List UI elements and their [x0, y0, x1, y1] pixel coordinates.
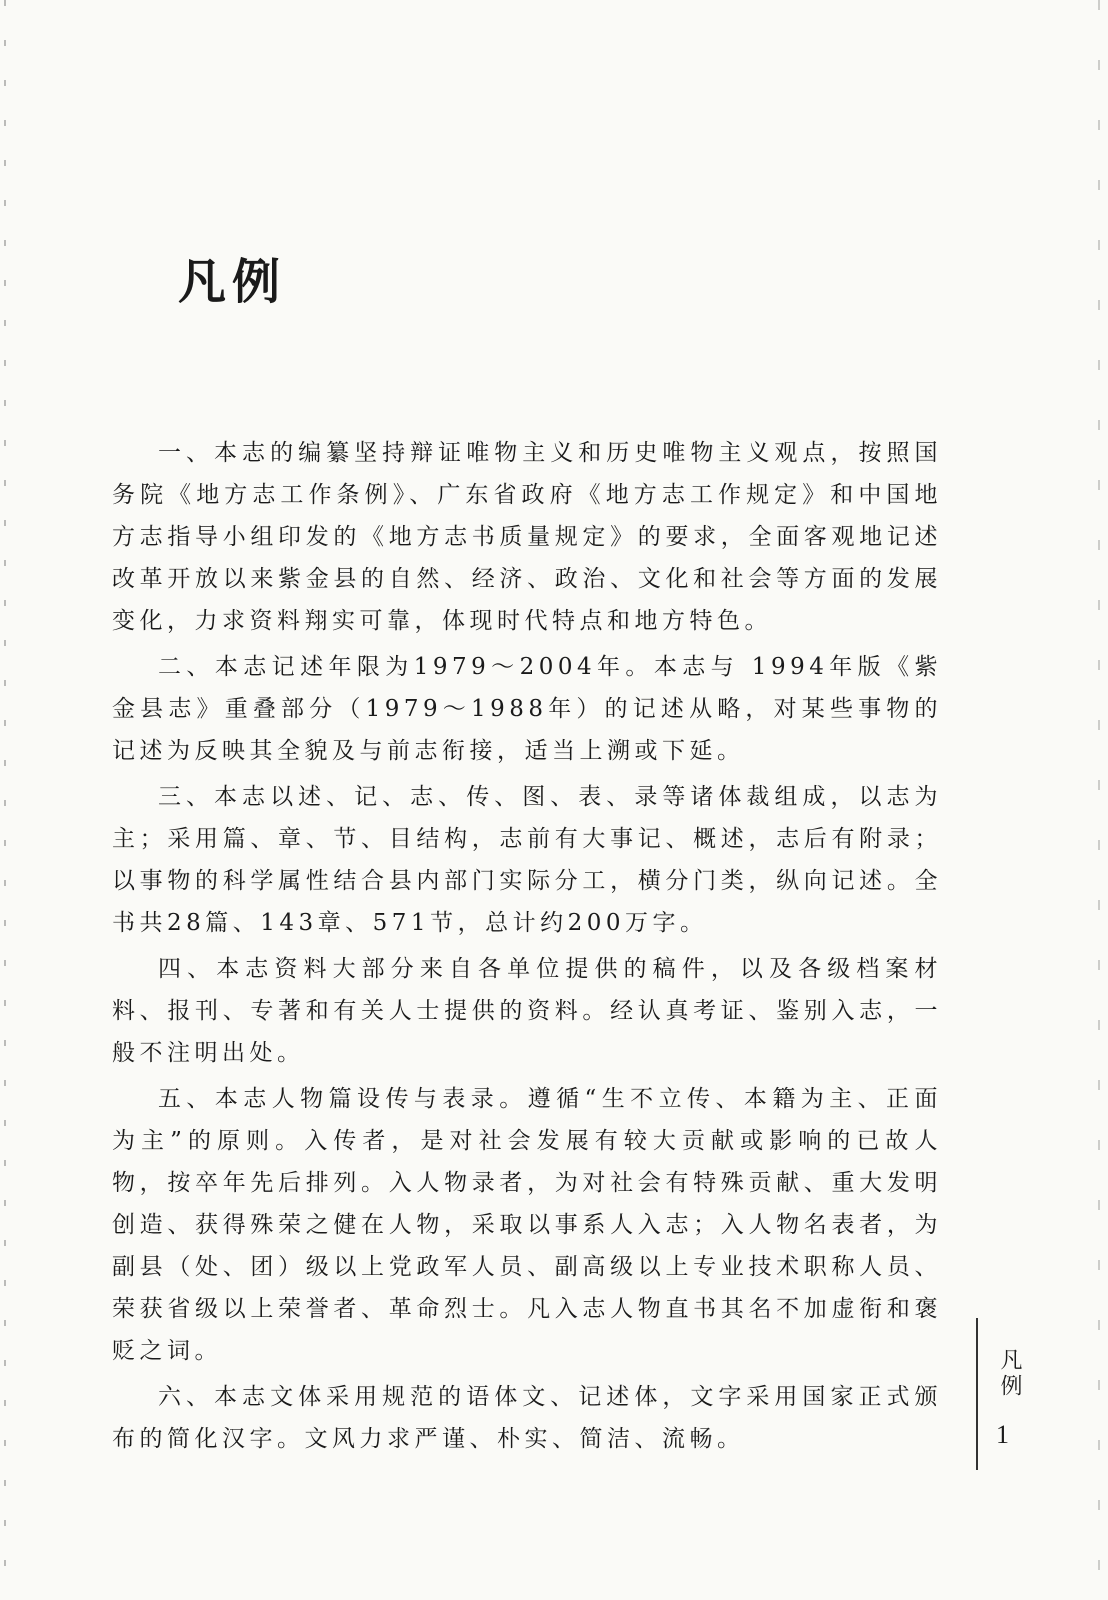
paragraph-1: 一、本志的编纂坚持辩证唯物主义和历史唯物主义观点，按照国务院《地方志工作条例》、广东省政府《地方志工作规定》和中国地方志指导小组印发的《地方志书质量规定》的要求，全面客观地记述改革开放以来紫金县的自然、经济、政治、文化和社会等方面的发展变化，力求资料翔实可靠，体现时代特点和地方特色。 [112, 440, 942, 634]
paragraph-2: 二、本志记述年限为1979～2004年。本志与 1994年版《紫金县志》重叠部分（1979～1988年）的记述从略，对某些事物的记述为反映其全貌及与前志衔接，适当上溯或下延。 [112, 654, 942, 764]
body-text [112, 432, 942, 1464]
page-title: 凡例 [178, 254, 287, 310]
paragraph-5: 五、本志人物篇设传与表录。遵循“生不立传、本籍为主、正面为主”的原则。入传者，是对社会发展有较大贡献或影响的已故人物，按卒年先后排列。入人物录者，为对社会有特殊贡献、重大发明创造、获得殊荣之健在人物，采取以事系人入志；入人物名表者，为副县（处、团）级以上党政军人员、副高级以上专业技术职称人员、荣获省级以上荣誉者、革命烈士。凡入志人物直书其名不加虚衔和褒贬之词。 [112, 1086, 942, 1364]
scan-edge-left [4, 0, 6, 1600]
paragraph-3: 三、本志以述、记、志、传、图、表、录等诸体裁组成，以志为主；采用篇、章、节、目结构，志前有大事记、概述，志后有附录；以事物的科学属性结合县内部门实际分工，横分门类，纵向记述。全书共28篇、143章、571节，总计约200万字。 [112, 784, 942, 936]
running-section-label: 凡例 [997, 1348, 1022, 1400]
paragraph-6: 六、本志文体采用规范的语体文、记述体，文字采用国家正式颁布的简化汉字。文风力求严谨、朴实、简洁、流畅。 [112, 1384, 942, 1452]
page-number: 1 [996, 1420, 1009, 1449]
margin-divider [976, 1318, 978, 1470]
scan-edge-right [1098, 0, 1100, 1600]
paragraph-4: 四、本志资料大部分来自各单位提供的稿件，以及各级档案材料、报刊、专著和有关人士提供的资料。经认真考证、鉴别入志，一般不注明出处。 [112, 956, 942, 1066]
